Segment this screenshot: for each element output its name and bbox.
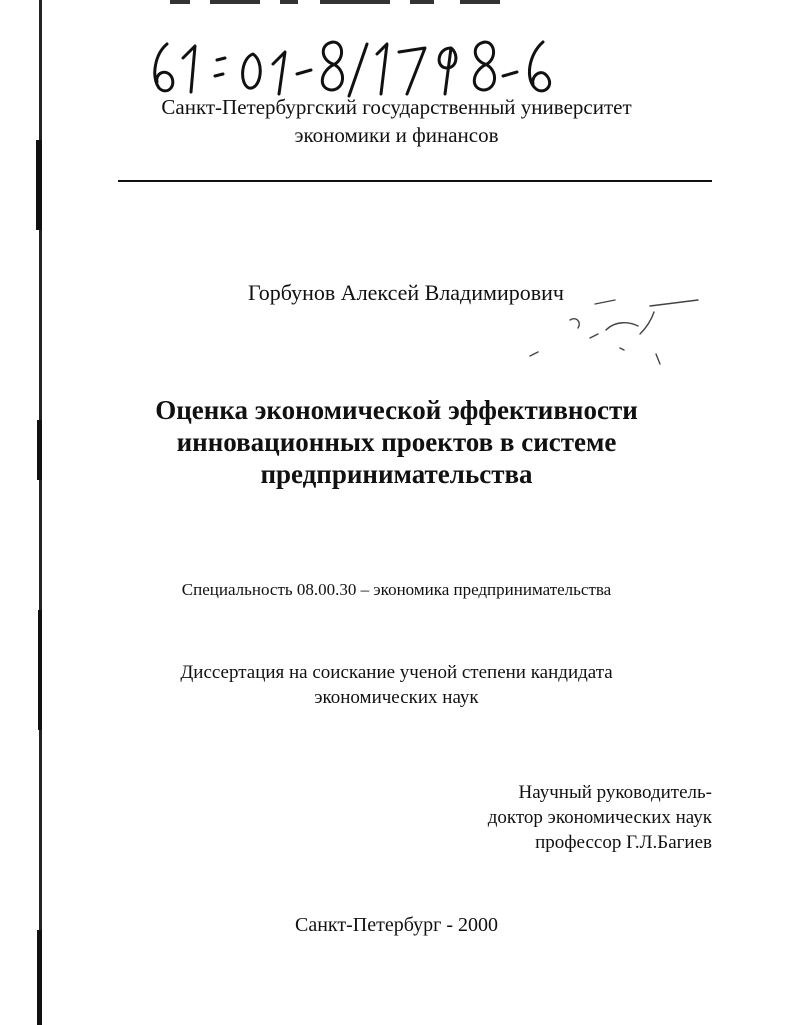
supervisor-name: профессор Г.Л.Багиев: [535, 832, 712, 853]
specialty-line: Специальность 08.00.30 – экономика предпринимательства: [181, 580, 612, 599]
header-divider: [118, 180, 712, 182]
thesis-degree-line-2: экономических наук: [314, 687, 479, 708]
thesis-degree-line-1: Диссертация на соискание ученой степени кандидата: [180, 662, 613, 683]
dissertation-title-line-3: предпринимательства: [260, 459, 533, 489]
dissertation-title-line-1: Оценка экономической эффективности: [155, 395, 638, 425]
dissertation-title-line-2: инновационных проектов в системе: [176, 427, 617, 457]
city-and-year: Санкт-Петербург - 2000: [295, 914, 498, 936]
handwritten-signature: [520, 290, 710, 370]
handwritten-registration-number: [145, 30, 565, 100]
supervisor-role: Научный руководитель-: [518, 782, 712, 803]
scan-edge-shadow: [36, 0, 48, 1025]
author-name: Горбунов Алексей Владимирович: [248, 280, 564, 305]
university-name-line-1: Санкт-Петербургский государственный университет: [161, 95, 632, 119]
university-name-line-2: экономики и финансов: [294, 123, 499, 147]
scan-top-marks: [170, 0, 500, 6]
supervisor-block: [488, 780, 712, 855]
supervisor-degree: доктор экономических наук: [487, 807, 712, 828]
